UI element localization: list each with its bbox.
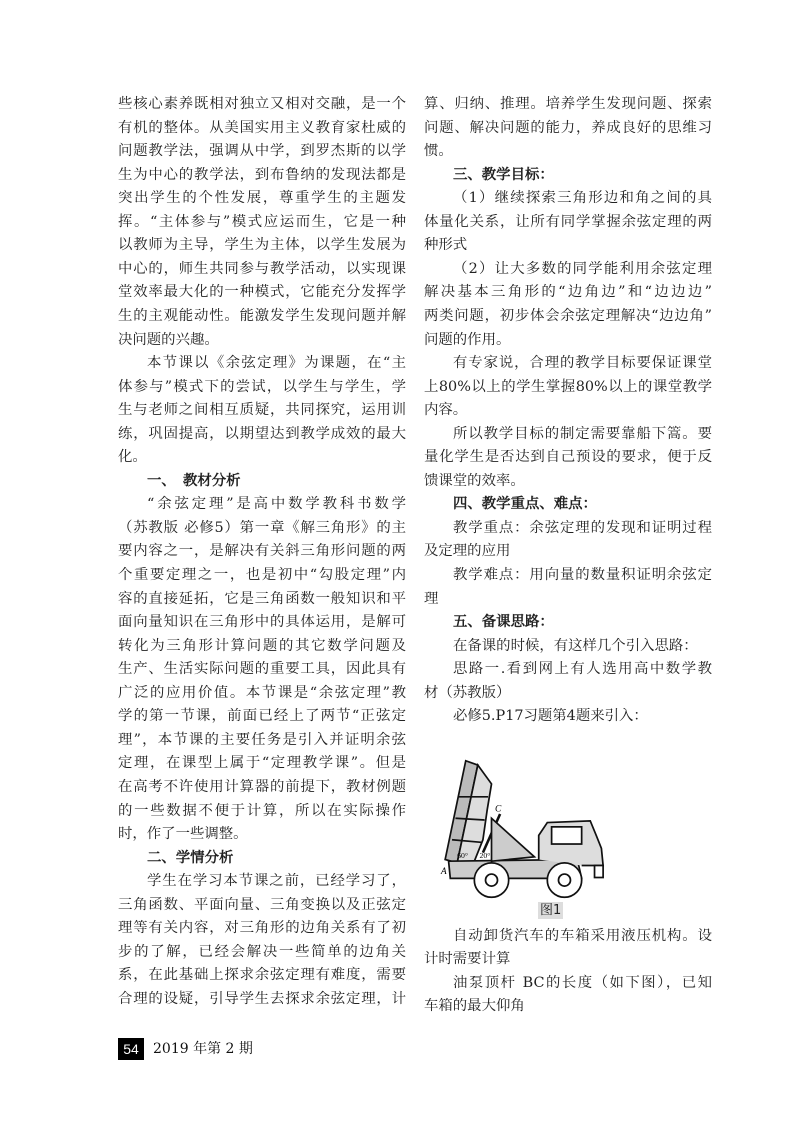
text-line: 计时需要计算 <box>424 951 511 968</box>
section-heading: 二、学情分析 <box>147 848 234 866</box>
section-heading: 四、教学重点、难点： <box>453 495 597 513</box>
text-line: 理 <box>424 590 439 607</box>
text-line: 所以教学目标的制定需要靠船下篙。要 <box>453 425 712 442</box>
text-line: 面向量知识在三角形中的具体运用，是解可 <box>118 614 406 631</box>
page-number: 54 <box>118 1038 144 1060</box>
text-line: 问题、解决问题的能力，养成良好的思维习 <box>424 119 712 136</box>
text-line: 自动卸货汽车的车箱采用液压机构。设 <box>453 928 712 944</box>
text-line: 油泵顶杆 BC的长度（如下图），已知 <box>453 974 712 991</box>
section-heading: 五、备课思路： <box>453 613 554 631</box>
point-c-label: C <box>494 804 502 815</box>
text-line: 个重要定理之一，也是初中“勾股定理”内 <box>118 567 406 583</box>
text-line: 时，作了一些调整。 <box>118 826 248 843</box>
text-line: 以教师为主导，学生为主体，以学生发展为 <box>118 237 406 254</box>
text-line: （1）继续探索三角形边和角之间的具 <box>453 190 712 207</box>
angle-20-label: 20° <box>479 850 491 860</box>
text-line: 化。 <box>118 449 147 466</box>
text-line: 学生在学习本节课之前，已经学习了， <box>147 873 406 890</box>
text-line: 决问题的兴趣。 <box>118 331 219 348</box>
text-line: 及定理的应用 <box>424 543 511 560</box>
point-a-label: A <box>440 867 447 878</box>
issue-label: 2019 年第 2 期 <box>153 1041 253 1057</box>
text-line: 两类问题，初步体会余弦定理解决“边边角” <box>424 307 712 324</box>
dump-truck-figure <box>440 758 622 900</box>
text-line: 中心的，师生共同参与教学活动，以实现课 <box>118 260 406 277</box>
text-line: 体量化关系，让所有同学掌握余弦定理的两 <box>424 213 712 230</box>
section-heading: 三、教学目标： <box>453 165 554 183</box>
text-line: 算、归纳、推理。培养学生发现问题、探索 <box>424 96 712 112</box>
text-line: 体参与”模式下的尝试，以学生与学生，学 <box>118 378 406 395</box>
text-line: 定理，在课型上属于“定理教学课”。但是 <box>118 755 406 772</box>
angle-60-label: 60° <box>457 850 468 860</box>
text-line: 容的直接延拓，它是三角函数一般知识和平 <box>118 590 406 607</box>
text-line: 量化学生是否达到自己预设的要求，便于反 <box>424 449 712 466</box>
figure-label: 图1 <box>540 903 562 918</box>
text-line: 解决基本三角形的“边角边”和“边边边” <box>424 284 712 301</box>
text-line: 的一些数据不便于计算，所以在实际操作 <box>118 802 406 819</box>
text-line: 理等有关内容，对三角形的边角关系有了初 <box>118 920 406 937</box>
text-line: 车箱的最大仰角 <box>424 997 525 1014</box>
text-line: 教学难点：用向量的数量积证明余弦定 <box>453 567 712 583</box>
text-line: 步的了解，已经会解决一些简单的边角关 <box>118 943 406 960</box>
text-line: 种形式 <box>424 237 468 254</box>
text-line: 馈课堂的效率。 <box>424 472 525 489</box>
text-line: （苏教版 必修5）第一章《解三角形》的主 <box>118 519 406 536</box>
text-line: 系，在此基础上探求余弦定理有难度，需要 <box>118 967 406 984</box>
text-line: 堂效率最大化的一种模式，它能充分发挥学 <box>118 284 406 301</box>
text-line: 材（苏教版） <box>424 684 511 701</box>
text-line: 生与老师之间相互质疑，共同探究，运用训 <box>118 402 406 419</box>
section-heading: 一、 教材分析 <box>147 471 241 489</box>
text-line: 理”，本节课的主要任务是引入并证明余弦 <box>118 731 406 748</box>
text-line: 教学重点：余弦定理的发现和证明过程 <box>453 519 712 536</box>
text-line: 合理的设疑，引导学生去探求余弦定理，计 <box>118 990 406 1007</box>
text-line: 必修5.P17习题第4题来引入： <box>453 708 648 725</box>
text-line: 生为中心的教学法，到布鲁纳的发现法都是 <box>118 166 406 183</box>
text-line: 问题教学法，强调从中学，到罗杰斯的以学 <box>118 143 406 160</box>
text-line: 学的第一节课，前面已经上了两节“正弦定 <box>118 708 406 725</box>
text-line: 广泛的应用价值。本节课是“余弦定理”教 <box>118 684 406 701</box>
text-line: 内容。 <box>424 402 468 419</box>
text-line: 练，巩固提高，以期望达到教学成效的最大 <box>118 425 406 442</box>
text-line: 有专家说，合理的教学目标要保证课堂 <box>453 355 712 372</box>
text-line: 思路一.看到网上有人选用高中数学教 <box>453 661 712 678</box>
text-line: 有机的整体。从美国实用主义教育家杜威的 <box>118 119 406 136</box>
text-line: 挥。“主体参与”模式应运而生，它是一种 <box>118 213 406 230</box>
text-line: 三角函数、平面向量、三角变换以及正弦定 <box>118 896 406 913</box>
text-line: 要内容之一，是解决有关斜三角形问题的两 <box>118 543 406 560</box>
text-line: 生的主观能动性。能激发学生发现问题并解 <box>118 307 406 324</box>
text-line: 生产、生活实际问题的重要工具，因此具有 <box>118 661 406 678</box>
text-line: 本节课以《余弦定理》为课题，在“主 <box>147 355 406 372</box>
text-line: 在备课的时候，有这样几个引入思路： <box>453 637 698 654</box>
text-line: 些核心素养既相对独立又相对交融，是一个 <box>118 96 406 112</box>
text-line: “余弦定理”是高中数学教科书数学 <box>147 496 406 513</box>
text-line: 惯。 <box>424 143 453 160</box>
dump-truck-illustration <box>440 758 622 900</box>
text-line: 转化为三角形计算问题的其它数学问题及 <box>118 637 406 654</box>
text-line: （2）让大多数的同学能利用余弦定理 <box>453 260 712 277</box>
text-line: 在高考不许使用计算器的前提下，教材例题 <box>118 778 406 795</box>
text-line: 突出学生的个性发展，尊重学生的主题发 <box>118 190 406 207</box>
text-line: 上80%以上的学生掌握80%以上的课堂教学 <box>424 378 712 395</box>
text-line: 问题的作用。 <box>424 331 511 348</box>
